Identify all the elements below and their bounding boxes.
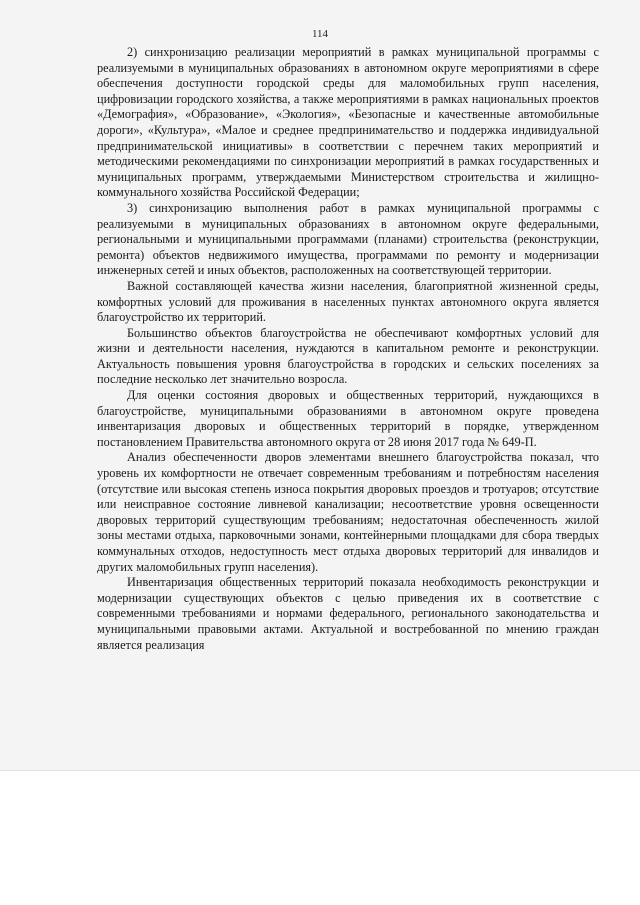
paragraph-sync-works: 3) синхронизацию выполнения работ в рамках муниципальной программы с реализуемыми в муниципальных образованиях в автономном округе федеральными, региональными и муниципальными программами (планами) строительства (реконструкции, ремонта) объектов недвижимого имущества, программами по ремонту и модернизации инженерных сетей и иных объектов, расположенных на соответствующей территории. <box>97 200 599 278</box>
page-number: 114 <box>311 28 329 40</box>
paragraph-inventory: Инвентаризация общественных территорий показала необходимость реконструкции и модернизации существующих объектов с целью приведения их в соответствие с современными требованиями и нормами федерального, регионального законодательства и муниципальными правовыми актами. Актуальной и востребованной по мнению граждан является реализация <box>97 575 599 652</box>
paragraph-sync-measures: 2) синхронизацию реализации мероприятий в рамках муниципальной программы с реализуемыми в муниципальных образованиях в автономном округе мероприятиями в сфере обеспечения доступности городской среды для маломобильных групп населения, цифровизации городского хозяйства, а также мероприятиями в рамках национальных проектов «Демография», «Образование», «Экология», «Безопасные и качественные автомобильные дороги», «Культура», «Малое и среднее предпринимательство и поддержка индивидуальной предпринимательской инициативы» в соответствии с перечнем таких мероприятий и методическими рекомендациями по синхронизации мероприятий в рамках государственных и муниципальных программ, утверждаемыми Министерством строительства и жилищно-коммунального хозяйства Российской Федерации; <box>97 45 599 200</box>
body-text <box>97 45 599 653</box>
paragraph-importance: Важной составляющей качества жизни населения, благоприятной жизненной среды, комфортных условий для проживания в населенных пунктах автономного округа является благоустройство их территорий. <box>97 278 599 325</box>
paragraph-analysis: Анализ обеспеченности дворов элементами внешнего благоустройства показал, что уровень их комфортности не отвечает современным требованиям и потребностям населения (отсутствие или высокая степень износа покрытия дворовых проездов и тротуаров; отсутствие или неисправное состояние ливневой канализации; несоответствие уровня освещенности дворовых территорий существующим требованиям; недостаточная обеспеченность жилой зоны местами отдыха, парковочными зонами, контейнерными площадками для сбора твердых коммунальных отходов, недоступность мест отдыха дворовых территорий для инвалидов и других маломобильных групп населения). <box>97 450 599 574</box>
paragraph-majority-objects: Большинство объектов благоустройства не обеспечивают комфортных условий для жизни и деятельности населения, нуждаются в капитальном ремонте и реконструкции. Актуальность повышения уровня благоустройства в городских и сельских поселениях за последние несколько лет значительно возросла. <box>97 325 599 387</box>
paragraph-assessment: Для оценки состояния дворовых и общественных территорий, нуждающихся в благоустройстве, муниципальными образованиями в автономном округе проведена инвентаризация дворовых и общественных территорий в порядке, утвержденном постановлением Правительства автономного округа от 28 июня 2017 года № 649-П. <box>97 388 599 449</box>
